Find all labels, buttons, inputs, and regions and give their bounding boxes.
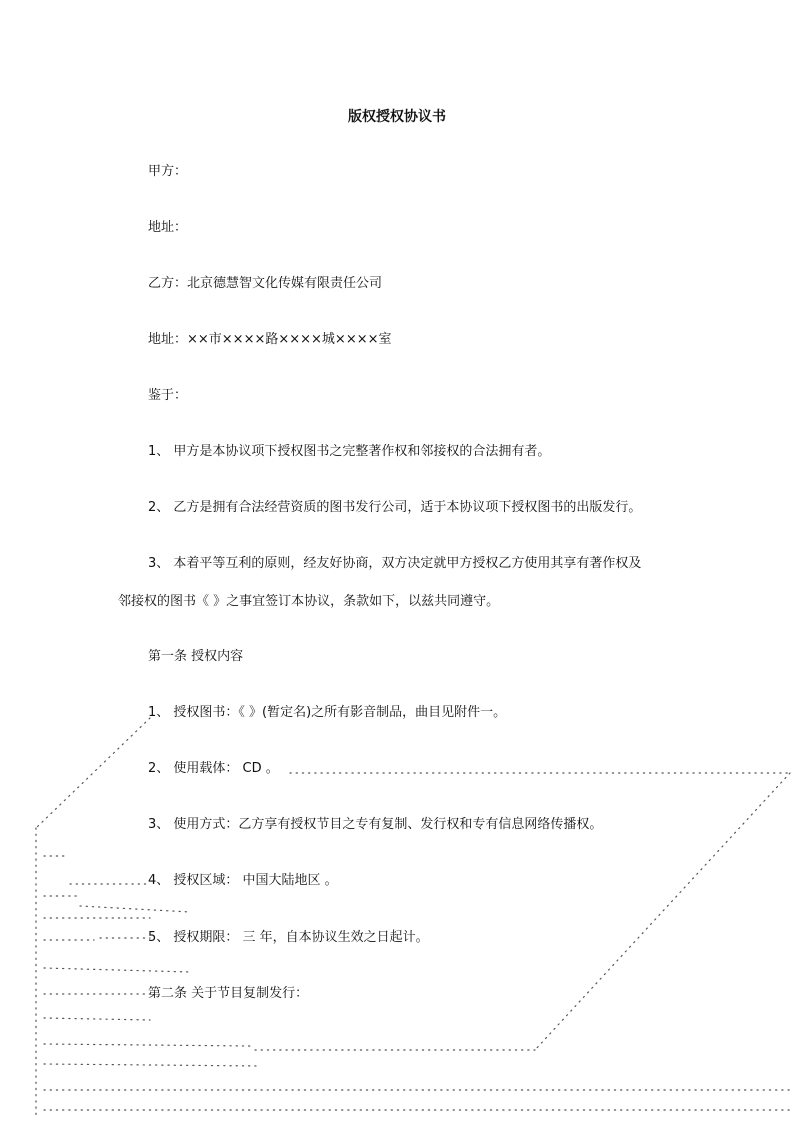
recital-1: 1、 甲方是本协议项下授权图书之完整著作权和邻接权的合法拥有者。 xyxy=(148,444,551,459)
dotted-guide-line xyxy=(36,718,150,828)
party-b: 乙方：北京德慧智文化传媒有限责任公司 xyxy=(148,276,383,291)
dotted-guide-line xyxy=(80,906,190,912)
dotted-guide-line xyxy=(44,1044,250,1046)
dotted-guide-line xyxy=(44,1018,150,1020)
article-1-item-4: 4、 授权区域： 中国大陆地区 。 xyxy=(148,873,338,888)
recital-2: 2、 乙方是拥有合法经营资质的图书发行公司，适于本协议项下授权图书的出版发行。 xyxy=(148,500,642,515)
dotted-guide-line xyxy=(44,968,190,972)
whereas-label: 鉴于： xyxy=(148,388,188,403)
document-title: 版权授权协议书 xyxy=(348,109,446,125)
dotted-guide-line xyxy=(44,1064,260,1066)
article-1-heading: 第一条 授权内容 xyxy=(148,649,244,664)
recital-3: 3、 本着平等互利的原则，经友好协商，双方决定就甲方授权乙方使用其享有著作权及 xyxy=(148,556,642,571)
party-a-label: 甲方： xyxy=(148,164,188,179)
article-1-item-2: 2、 使用载体： CD 。 xyxy=(148,761,279,776)
party-b-address: 地址：××市××××路××××城××××室 xyxy=(148,332,392,347)
recital-3-continued: 邻接权的图书《 》之事宜签订本协议，条款如下，以兹共同遵守。 xyxy=(118,594,500,609)
article-1-item-1: 1、 授权图书：《 》(暂定名)之所有影音制品，曲目见附件一。 xyxy=(148,705,507,720)
dotted-guide-line xyxy=(535,773,790,1050)
article-1-item-5: 5、 授权期限： 三 年，自本协议生效之日起计。 xyxy=(148,930,429,945)
article-2-heading: 第二条 关于节目复制发行： xyxy=(148,986,309,1001)
party-a-address-label: 地址： xyxy=(148,220,188,235)
article-1-item-3: 3、 使用方式：乙方享有授权节目之专有复制、发行权和专有信息网络传播权。 xyxy=(148,817,603,832)
